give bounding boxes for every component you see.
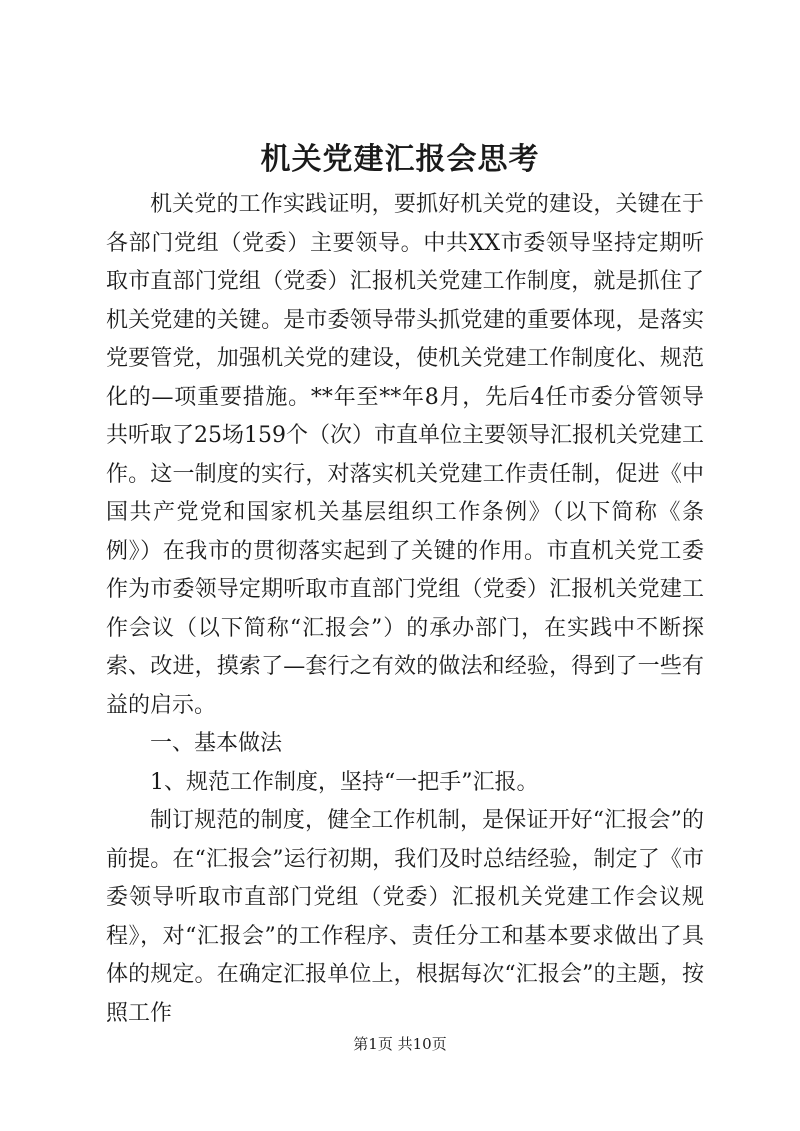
paragraph-standard-rules: 制订规范的制度，健全工作机制，是保证开好“汇报会”的前提。在“汇报会”运行初期，我们及时总结经验，制定了《市委领导听取市直部门党组（党委）汇报机关党建工作会议规程》，对“汇报会”的工作程序、责任分工和基本要求做出了具体的规定。在确定汇报单位上，根据每次“汇报会”的主题，按照工作 [106,808,704,1026]
paragraph-intro: 机关党的工作实践证明，要抓好机关党的建设，关键在于各部门党组（党委）主要领导。中共XX市委领导坚持定期听取市直部门党组（党委）汇报机关党建工作制度，就是抓住了机关党建的关键。是市委领导带头抓党建的重要体现，是落实党要管党，加强机关党的建设，使机关党建工作制度化、规范化的—项重要措施。**年至**年8月，先后4任市委分管领导共听取了25场159个（次）市直单位主要领导汇报机关党建工作。这一制度的实行，对落实机关党建工作责任制，促进《中国共产党党和国家机关基层组织工作条例》（以下简称《条例》）在我市的贯彻落实起到了关键的作用。市直机关党工委作为市委领导定期听取市直部门党组（党委）汇报机关党建工作会议（以下简称“汇报会”）的承办部门，在实践中不断探索、改进，摸索了—套行之有效的做法和经验，得到了一些有益的启示。 [106,192,704,718]
subsection-heading-1: 1、规范工作制度，坚持“一把手”汇报。 [150,769,539,795]
section-heading-basic-methods: 一、基本做法 [150,731,283,756]
page-title: 机关党建汇报会思考 [260,142,540,177]
document-body [106,186,704,1033]
page-footer: 第1页 共10页 [353,1035,447,1053]
